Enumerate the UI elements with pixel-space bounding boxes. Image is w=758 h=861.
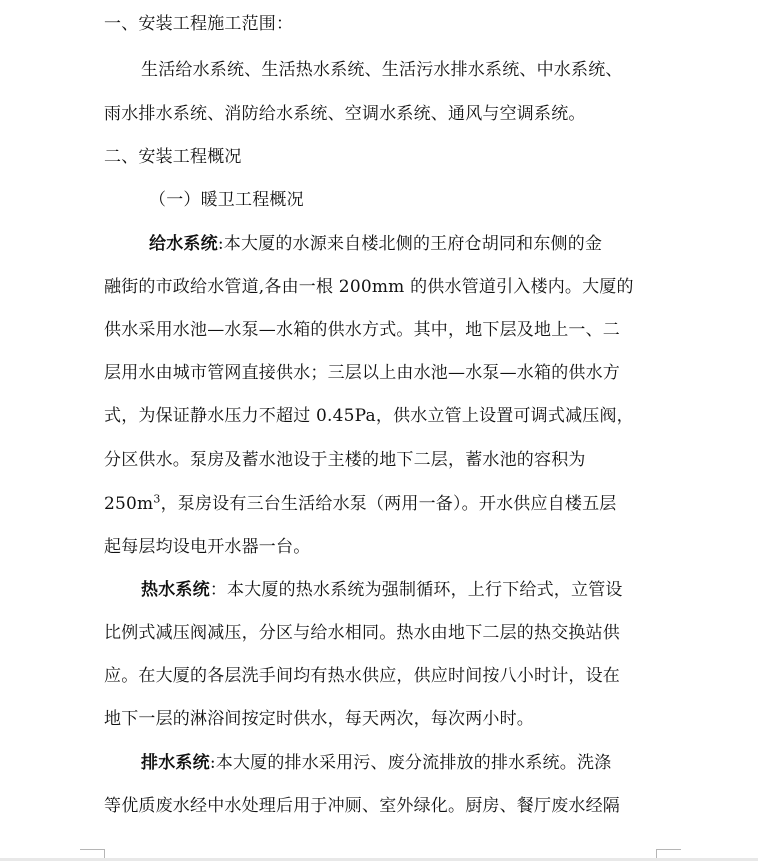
hot-water-paragraph-line bbox=[141, 579, 623, 601]
water-supply-line: 层用水由城市管网直接供水；三层以上由水池—水泵—水箱的供水方 bbox=[104, 363, 620, 383]
subsection1-heading: （一）暖卫工程概况 bbox=[149, 190, 304, 210]
water-supply-line: 分区供水。泵房及蓄水池设于主楼的地下二层，蓄水池的容积为 bbox=[104, 450, 586, 470]
drainage-label: 排水系统 bbox=[141, 753, 210, 773]
hot-water-label: 热水系统 bbox=[141, 580, 210, 600]
water-supply-line: 式，为保证静水压力不超过 0.45Pa，供水立管上设置可调式减压阀， bbox=[104, 406, 634, 426]
hot-water-line: 地下一层的淋浴间按定时供水，每天两次，每次两小时。 bbox=[104, 709, 534, 729]
section1-body-line: 生活给水系统、生活热水系统、生活污水排水系统、中水系统、 bbox=[141, 60, 623, 80]
water-supply-paragraph-line bbox=[149, 233, 602, 255]
hot-water-line: 应。在大厦的各层洗手间均有热水供应，供应时间按八小时计，设在 bbox=[104, 666, 620, 686]
hot-water-text: ：本大厦的热水系统为强制循环，上行下给式，立管设 bbox=[209, 580, 623, 600]
drainage-text: :本大厦的排水采用污、废分流排放的排水系统。洗涤 bbox=[209, 753, 612, 773]
volume-superscript: 3 bbox=[153, 492, 161, 506]
drainage-paragraph-line bbox=[141, 752, 611, 774]
volume-rest: ，泵房设有三台生活给水泵（两用一备）。开水供应自楼五层 bbox=[160, 494, 617, 514]
hot-water-line: 比例式减压阀减压，分区与给水相同。热水由地下二层的热交换站供 bbox=[104, 623, 620, 643]
section1-heading: 一、安装工程施工范围： bbox=[104, 14, 294, 34]
water-supply-label: 给水系统 bbox=[149, 234, 218, 254]
water-supply-text: :本大厦的水源来自楼北侧的王府仓胡同和东侧的金 bbox=[217, 234, 603, 254]
water-supply-line: 融街的市政给水管道,各由一根 200mm 的供水管道引入楼内。大厦的 bbox=[104, 277, 634, 297]
water-supply-line: 供水采用水池—水泵—水箱的供水方式。其中，地下层及地上一、二 bbox=[104, 320, 620, 340]
volume-value: 250m bbox=[104, 494, 154, 514]
water-supply-volume-line bbox=[104, 493, 616, 515]
water-supply-line: 起每层均设电开水器一台。 bbox=[104, 537, 311, 557]
section1-body-line: 雨水排水系统、消防给水系统、空调水系统、通风与空调系统。 bbox=[104, 104, 586, 124]
section2-heading: 二、安装工程概况 bbox=[104, 147, 242, 167]
drainage-line: 等优质废水经中水处理后用于冲厕、室外绿化。厨房、餐厅废水经隔 bbox=[104, 796, 620, 816]
